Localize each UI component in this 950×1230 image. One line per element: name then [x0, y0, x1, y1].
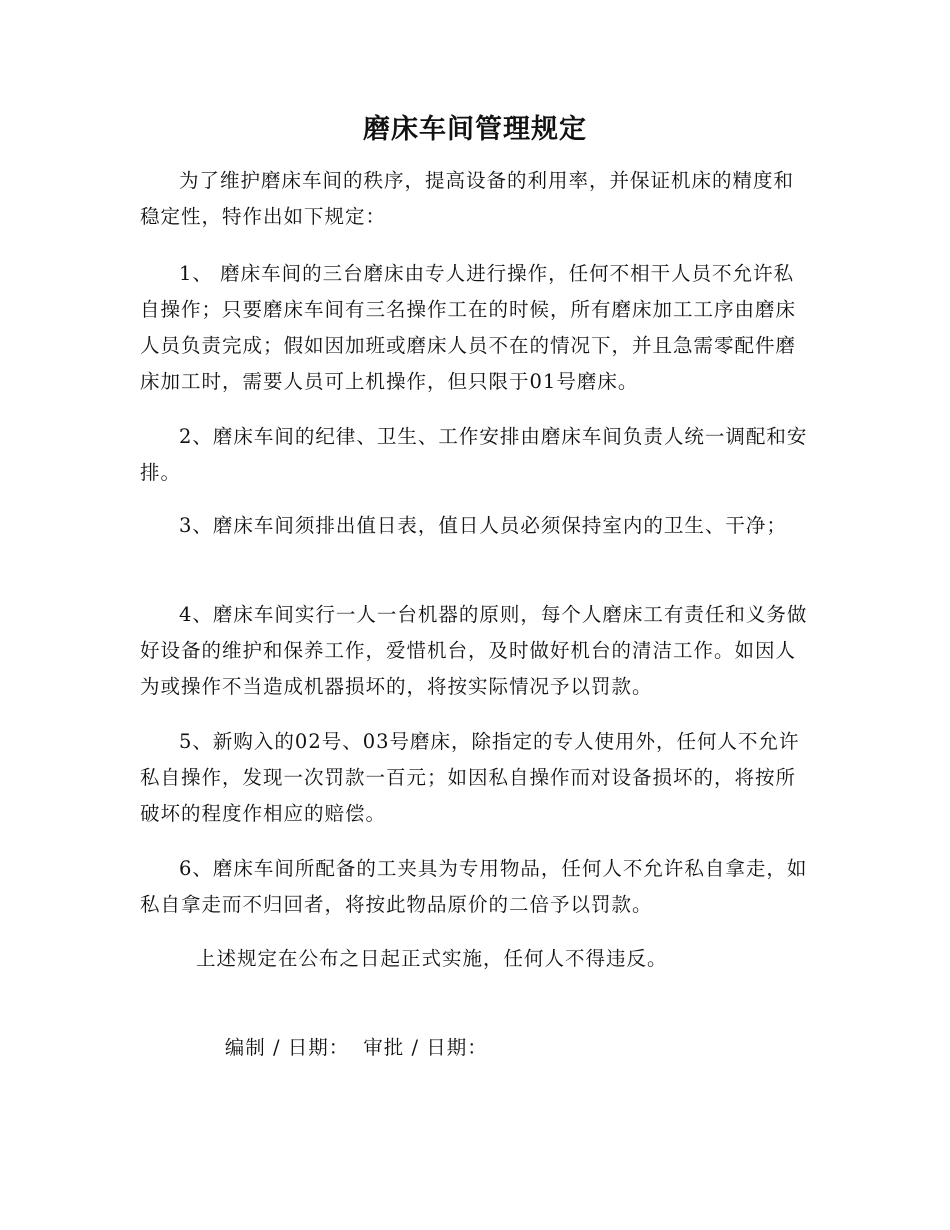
rule-6: 6、磨床车间所配备的工夹具为专用物品，任何人不允许私自拿走，如私自拿走而不归回者，将按此物品原价的二倍予以罚款。 — [140, 857, 808, 916]
signature-row — [196, 994, 488, 1102]
closing-statement: 上述规定在公布之日起正式实施，任何人不得违反。 — [196, 947, 668, 970]
document-title: 磨床车间管理规定 — [363, 114, 587, 145]
rule-3: 3、磨床车间须排出值日表，值日人员必须保持室内的卫生、干净； — [179, 514, 787, 537]
approver-date-label: 审批 / 日期： — [363, 1036, 488, 1059]
rule-5: 5、新购入的02号、03号磨床，除指定的专人使用外，任何人不允许私自操作，发现一次罚款一百元；如因私自操作而对设备损坏的，将按所破坏的程度作相应的赔偿。 — [140, 730, 800, 825]
intro-paragraph: 为了维护磨床车间的秩序，提高设备的利用率，并保证机床的精度和稳定性，特作出如下规定： — [140, 169, 795, 228]
compiler-date-label: 编制 / 日期： — [224, 1036, 350, 1059]
rule-2: 2、磨床车间的纪律、卫生、工作安排由磨床车间负责人统一调配和安排。 — [140, 425, 808, 484]
rule-1: 1、 磨床车间的三台磨床由专人进行操作，任何不相干人员不允许私自操作；只要磨床车间有三名操作工在的时候，所有磨床加工工序由磨床人员负责完成；假如因加班或磨床人员不在的情况下，并且急需零配件磨床加工时，需要人员可上机操作，但只限于01号磨床。 — [140, 262, 797, 393]
rule-4: 4、磨床车间实行一人一台机器的原则，每个人磨床工有责任和义务做好设备的维护和保养工作，爱惜机台，及时做好机台的清洁工作。如因人为或操作不当造成机器损坏的，将按实际情况予以罚款。 — [140, 603, 808, 698]
